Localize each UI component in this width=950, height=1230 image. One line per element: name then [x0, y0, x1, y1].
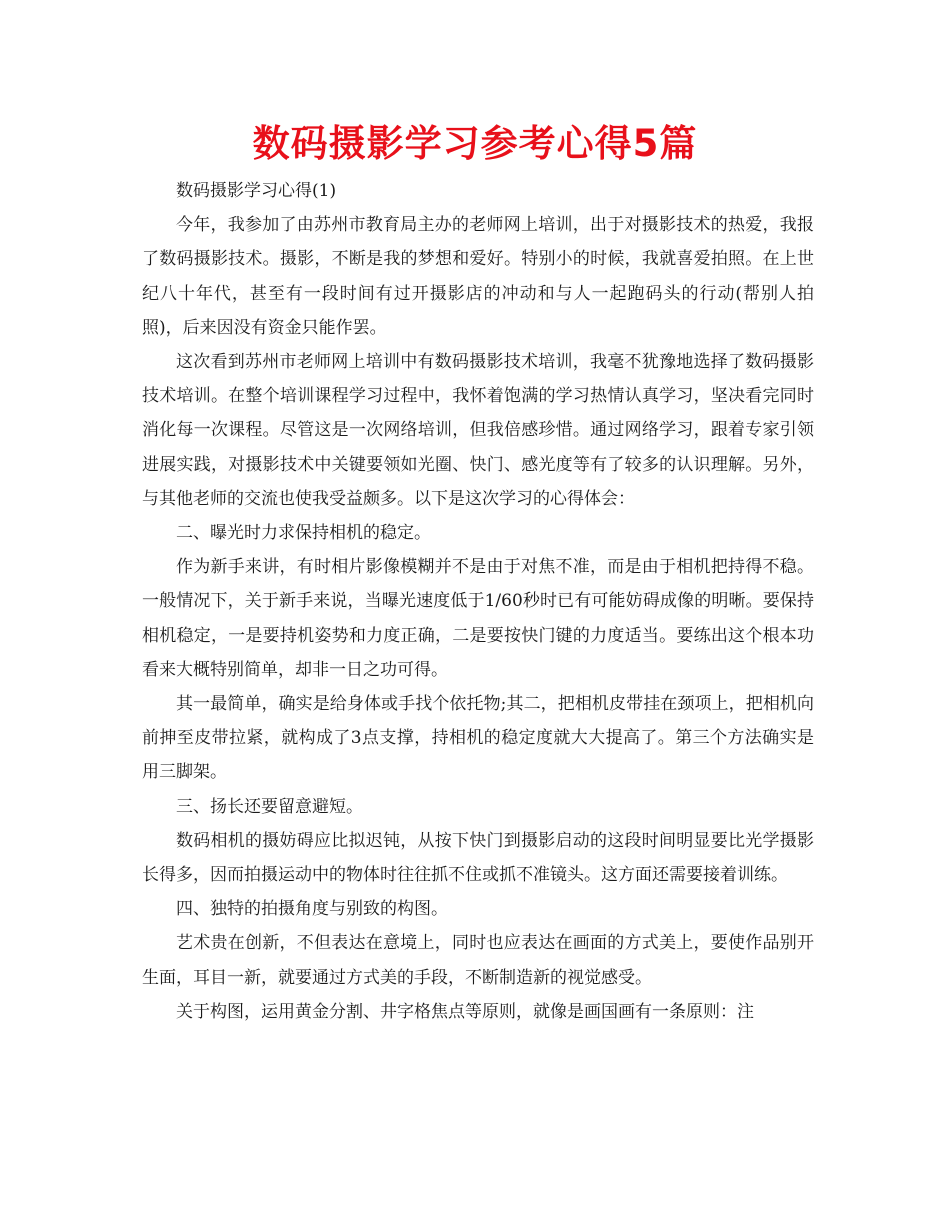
section-heading: 二、曝光时力求保持相机的稳定。 — [176, 523, 431, 544]
paragraph: 艺术贵在创新，不但表达在意境上，同时也应表达在画面的方式美上，要使作品别开生面，耳目一新，就要通过方式美的手段，不断制造新的视觉感受。 — [142, 933, 814, 988]
paragraph: 数码相机的摄妨碍应比拟迟钝，从按下快门到摄影启动的这段时间明显要比光学摄影长得多，因而拍摄运动中的物体时往往抓不住或抓不准镜头。这方面还需要接着训练。 — [142, 830, 814, 886]
section-heading: 三、扬长还要留意避短。 — [176, 796, 363, 817]
section-heading: 数码摄影学习心得(1) — [176, 181, 337, 201]
document-title: 数码摄影学习参考心得5篇 — [252, 122, 698, 165]
paragraph: 作为新手来讲，有时相片影像模糊并不是由于对焦不准，而是由于相机把持得不稳。一般情况下，关于新手来说，当曝光速度低于1/60秒时已有可能妨碍成像的明晰。要保持相机稳定，一是要持机姿势和力度正确，二是要按快门键的力度适当。要练出这个根本功看来大概特别简单，却非一日之功可得。 — [142, 557, 814, 680]
paragraph: 其一最简单，确实是给身体或手找个依托物;其二，把相机皮带挂在颈项上，把相机向前抻至皮带拉紧，就构成了3点支撑，持相机的稳定度就大大提高了。第三个方法确实是用三脚架。 — [142, 694, 814, 783]
paragraph: 今年，我参加了由苏州市教育局主办的老师网上培训，出于对摄影技术的热爱，我报了数码摄影技术。摄影，不断是我的梦想和爱好。特别小的时候，我就喜爱拍照。在上世纪八十年代，甚至有一段时间有过开摄影店的冲动和与人一起跑码头的行动(帮别人拍照)，后来因没有资金只能作罢。 — [142, 215, 814, 338]
section-heading: 四、独特的拍摄角度与别致的构图。 — [176, 899, 448, 920]
paragraph: 关于构图，运用黄金分割、井字格焦点等原则，就像是画国画有一条原则：注 — [176, 1001, 754, 1022]
paragraph: 这次看到苏州市老师网上培训中有数码摄影技术培训，我毫不犹豫地选择了数码摄影技术培训。在整个培训课程学习过程中，我怀着饱满的学习热情认真学习，坚决看完同时消化每一次课程。尽管这是一次网络培训，但我倍感珍惜。通过网络学习，跟着专家引领进展实践，对摄影技术中关键要领如光圈、快门、感光度等有了较多的认识理解。另外，与其他老师的交流也使我受益颇多。以下是这次学习的心得体会： — [142, 352, 814, 509]
document-page — [142, 118, 814, 1029]
